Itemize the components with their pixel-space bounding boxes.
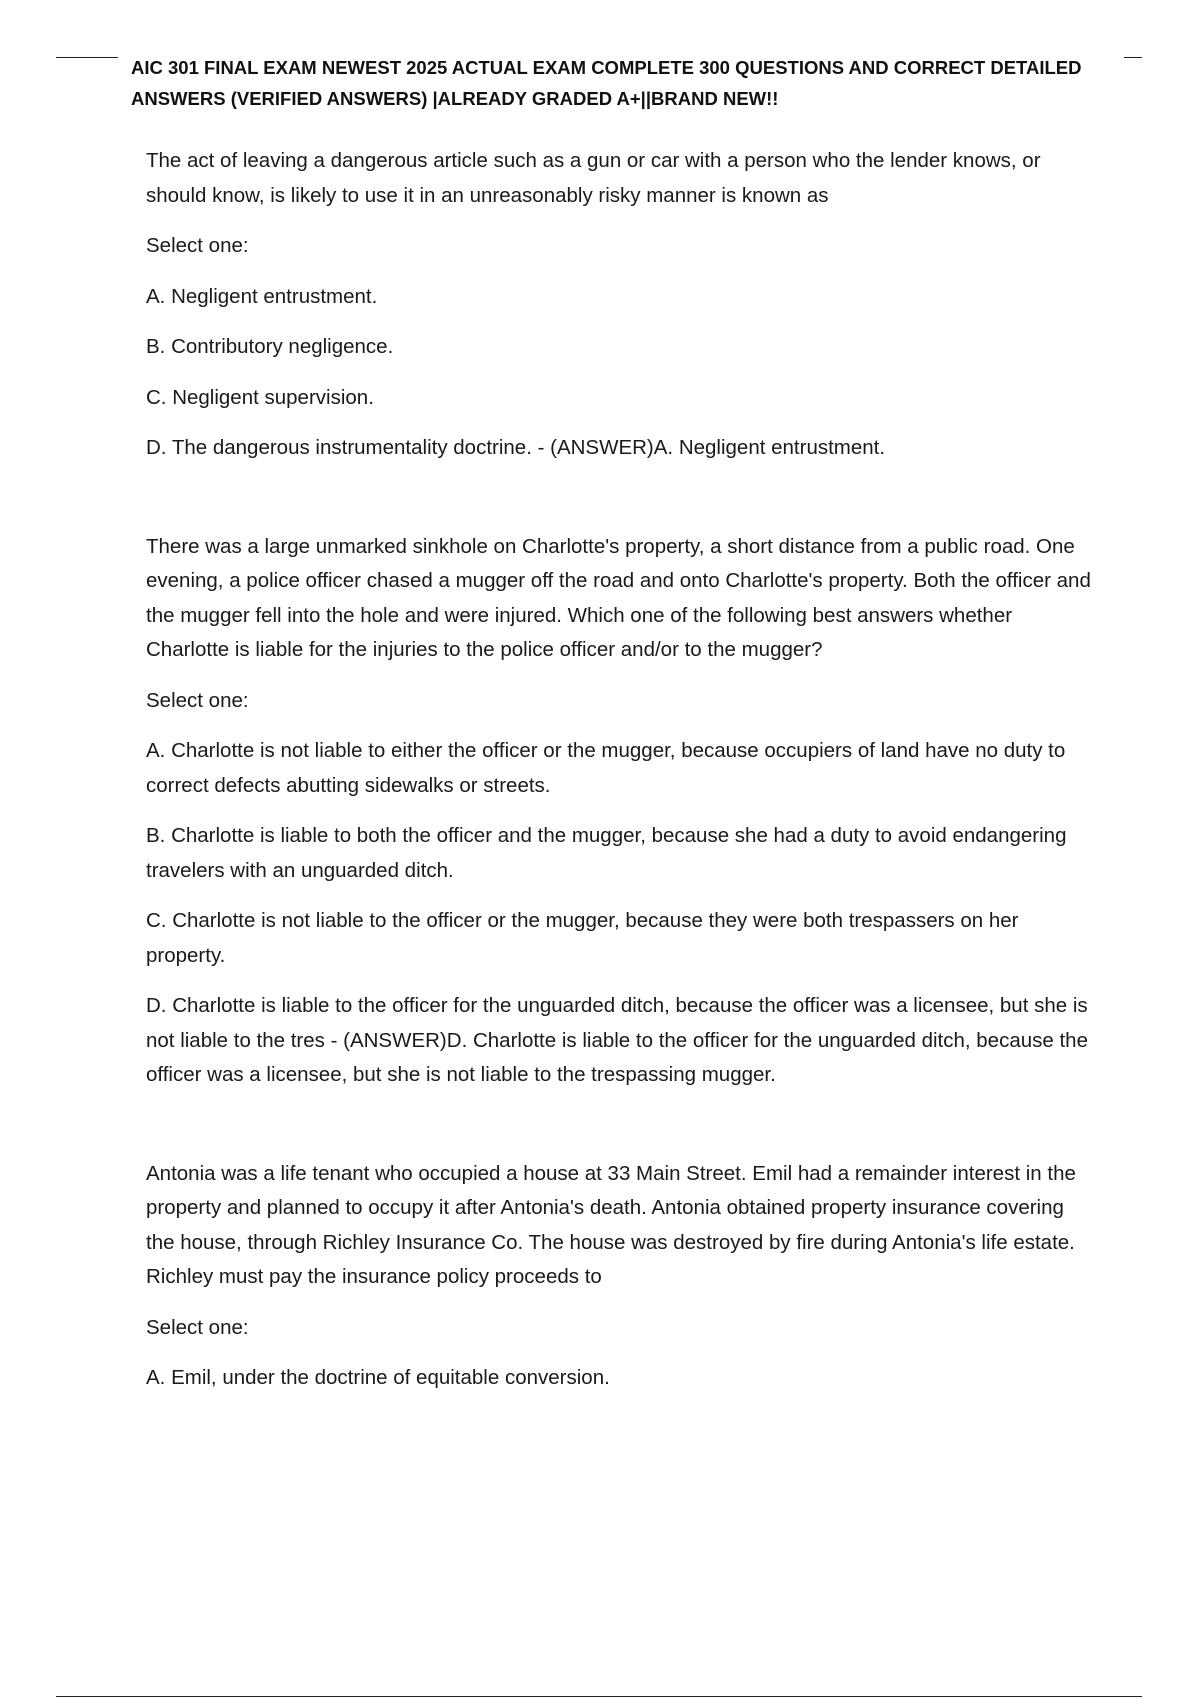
select-one-label: Select one: [146, 234, 249, 257]
answer-option-a: A. Charlotte is not liable to either the officer or the mugger, because occupiers of land have no duty to correct defects abutting sidewalks or streets. [146, 739, 1066, 797]
document-title-line-1: AIC 301 FINAL EXAM NEWEST 2025 ACTUAL EXAM COMPLETE 300 QUESTIONS AND CORRECT DETAILED [131, 57, 1082, 78]
header-rule-left [56, 57, 118, 58]
question-stem: The act of leaving a dangerous article such as a gun or car with a person who the lender knows, or should know, is likely to use it in an unreasonably risky manner is known as [146, 149, 1041, 207]
question-stem: There was a large unmarked sinkhole on Charlotte's property, a short distance from a public road. One evening, a police officer chased a mugger off the road and onto Charlotte's property. Both the officer and the mugger fell into the hole and were injured. Which one of the following best answers whether Charlotte is liable for the injuries to the police officer and/or to the mugger? [146, 534, 1091, 661]
question-stem: Antonia was a life tenant who occupied a house at 33 Main Street. Emil had a remainder interest in the property and planned to occupy it after Antonia's death. Antonia obtained property insurance covering the house, through Richley Insurance Co. The house was destroyed by fire during Antonia's life estate. Richley must pay the insurance policy proceeds to [146, 1161, 1076, 1288]
document-title-line-2: ANSWERS (VERIFIED ANSWERS) |ALREADY GRADED A+||BRAND NEW!! [131, 88, 779, 109]
answer-option-b: B. Contributory negligence. [146, 335, 394, 358]
question-2 [146, 530, 1091, 1093]
answer-option-c: C. Negligent supervision. [146, 385, 374, 409]
footer-rule [56, 1696, 1142, 1697]
select-one-label: Select one: [146, 688, 249, 712]
answer-option-a: A. Negligent entrustment. [146, 284, 378, 308]
question-3 [146, 1157, 1091, 1396]
question-list [146, 144, 1091, 1396]
answer-option-a: A. Emil, under the doctrine of equitable conversion. [146, 1366, 610, 1389]
document-title [131, 52, 1111, 114]
answer-option-b: B. Charlotte is liable to both the officer and the mugger, because she had a duty to avoid endangering travelers with an unguarded ditch. [146, 824, 1067, 882]
answer-option-c: C. Charlotte is not liable to the officer or the mugger, because they were both trespassers on her property. [146, 909, 1019, 967]
answer-option-d: D. The dangerous instrumentality doctrine. - (ANSWER)A. Negligent entrustment. [146, 436, 886, 459]
select-one-label: Select one: [146, 1315, 249, 1339]
header-rule-right [1124, 57, 1142, 58]
question-1 [146, 144, 1091, 466]
answer-option-d: D. Charlotte is liable to the officer for the unguarded ditch, because the officer was a licensee, but she is not liable to the tres - (ANSWER)D. Charlotte is liable to the officer for the unguarded ditch, because the officer was a licensee, but she is not liable to the trespassing mugger. [146, 994, 1088, 1086]
